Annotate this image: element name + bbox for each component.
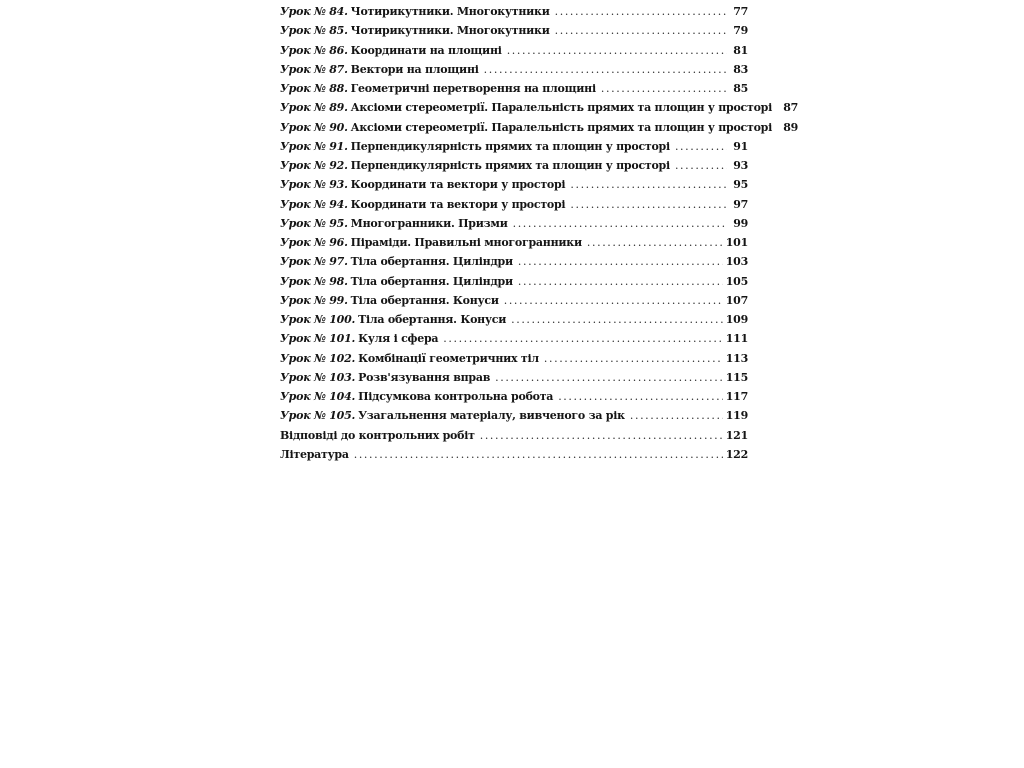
- toc-entry-lesson-96: [280, 233, 748, 252]
- lesson-number: Урок № 90.: [280, 120, 348, 134]
- toc-entry-lesson-100: [280, 310, 748, 329]
- entry-title: Геометричні перетворення на площині: [350, 82, 596, 95]
- lesson-number: Урок № 89.: [280, 101, 348, 115]
- page-number: 117: [725, 390, 748, 403]
- entry-title: Многогранники. Призми: [350, 216, 508, 230]
- lesson-number: Урок № 100.: [280, 313, 356, 326]
- entry-title: Підсумкова контрольна робота: [358, 390, 554, 403]
- dot-leader: [675, 156, 727, 175]
- page-number: 99: [733, 216, 748, 230]
- page-number: 105: [725, 274, 748, 288]
- lesson-number: Урок № 96.: [280, 236, 348, 249]
- dot-leader: [544, 349, 723, 368]
- entry-title: Тіла обертання. Циліндри: [350, 255, 513, 269]
- lesson-number: Урок № 105.: [280, 409, 356, 423]
- entry-title: Відповіді до контрольних робіт: [280, 428, 475, 442]
- page-number: 95: [733, 178, 748, 192]
- dot-leader: [513, 214, 727, 233]
- lesson-number: Урок № 101.: [280, 332, 356, 346]
- lesson-number: Урок № 102.: [280, 351, 356, 365]
- dot-leader: [443, 329, 723, 348]
- dot-leader: [555, 2, 727, 21]
- toc-entry-lesson-104: [280, 387, 748, 406]
- entry-title: Перпендикулярність прямих та площин у просторі: [350, 159, 670, 172]
- entry-title: Перпендикулярність прямих та площин у просторі: [350, 139, 670, 153]
- page-number: 77: [733, 5, 748, 18]
- page-number: 107: [725, 293, 748, 307]
- page-number: 101: [725, 236, 748, 249]
- toc-entry-lesson-90: [280, 118, 799, 137]
- lesson-number: Урок № 91.: [280, 139, 348, 153]
- toc-entry-lesson-89: [280, 98, 799, 117]
- page-number: 97: [733, 197, 748, 211]
- dot-leader: [675, 137, 727, 156]
- toc-entry-lesson-105: [280, 406, 748, 425]
- toc-entry-lesson-98: [280, 272, 748, 291]
- page-number: 103: [725, 255, 748, 269]
- toc-entry-lesson-88: [280, 79, 748, 98]
- entry-title: Розв'язування вправ: [358, 370, 491, 384]
- page-number: 79: [733, 24, 748, 38]
- lesson-number: Урок № 104.: [280, 390, 356, 403]
- lesson-number: Урок № 97.: [280, 255, 348, 269]
- lesson-number: Урок № 99.: [280, 293, 348, 307]
- dot-leader: [495, 368, 723, 387]
- toc-entry-lesson-87: [280, 60, 748, 79]
- dot-leader: [570, 175, 727, 194]
- page-number: 111: [725, 332, 748, 346]
- toc-entry-lesson-94: [280, 195, 748, 214]
- page-number: 113: [725, 351, 748, 365]
- lesson-number: Урок № 85.: [280, 24, 348, 38]
- entry-title: Вектори на площині: [350, 62, 479, 76]
- lesson-number: Урок № 93.: [280, 178, 348, 192]
- page-number: 87: [783, 101, 799, 115]
- dot-leader: [570, 195, 727, 214]
- page-number: 89: [783, 120, 799, 134]
- toc-entry-lesson-84: [280, 2, 748, 21]
- entry-title: Чотирикутники. Многокутники: [350, 24, 550, 38]
- entry-title: Тіла обертання. Конуси: [358, 313, 507, 326]
- lesson-number: Урок № 92.: [280, 159, 348, 172]
- entry-title: Аксіоми стереометрії. Паралельність прямих та площин у просторі: [350, 120, 773, 134]
- page-number: 93: [733, 159, 748, 172]
- toc-entry-lesson-85: [280, 21, 748, 40]
- dot-leader: [480, 426, 723, 445]
- page-number: 122: [725, 447, 748, 461]
- entry-title: Піраміди. Правильні многогранники: [350, 236, 582, 249]
- dot-leader: [511, 310, 723, 329]
- lesson-number: Урок № 98.: [280, 274, 348, 288]
- toc-entry-lesson-92: [280, 156, 748, 175]
- lesson-number: Урок № 94.: [280, 197, 348, 211]
- entry-title: Аксіоми стереометрії. Паралельність прямих та площин у просторі: [350, 101, 773, 115]
- toc-entry-lesson-99: [280, 291, 748, 310]
- entry-title: Узагальнення матеріалу, вивченого за рік: [358, 409, 625, 423]
- toc-entry-lesson-93: [280, 175, 748, 194]
- toc-entry-lesson-95: [280, 214, 748, 233]
- lesson-number: Урок № 86.: [280, 43, 348, 57]
- lesson-number: Урок № 88.: [280, 82, 348, 95]
- page-number: 91: [733, 139, 748, 153]
- page-number: 81: [733, 43, 748, 57]
- toc-entry-lesson-97: [280, 252, 748, 271]
- entry-title: Тіла обертання. Конуси: [350, 293, 499, 307]
- lesson-number: Урок № 95.: [280, 216, 348, 230]
- toc-entry-lesson-101: [280, 329, 748, 348]
- page-number: 109: [725, 313, 748, 326]
- page-number: 119: [725, 409, 748, 423]
- entry-title: Тіла обертання. Циліндри: [350, 274, 513, 288]
- dot-leader: [518, 252, 723, 271]
- entry-title: Література: [280, 447, 349, 461]
- toc-entry-literature: [280, 445, 748, 464]
- page-number: 83: [733, 62, 748, 76]
- toc-entry-lesson-86: [280, 41, 748, 60]
- dot-leader: [558, 387, 723, 406]
- entry-title: Чотирикутники. Многокутники: [350, 5, 550, 18]
- entry-title: Координати на площині: [350, 43, 502, 57]
- toc-entry-lesson-91: [280, 137, 748, 156]
- toc-entry-lesson-102: [280, 349, 748, 368]
- dot-leader: [484, 60, 727, 79]
- dot-leader: [630, 406, 723, 425]
- lesson-number: Урок № 103.: [280, 370, 356, 384]
- dot-leader: [587, 233, 723, 252]
- entry-title: Координати та вектори у просторі: [350, 178, 566, 192]
- dot-leader: [601, 79, 727, 98]
- dot-leader: [504, 291, 723, 310]
- table-of-contents: [280, 2, 799, 464]
- dot-leader: [354, 445, 723, 464]
- dot-leader: [507, 41, 727, 60]
- page-number: 115: [725, 370, 748, 384]
- dot-leader: [518, 272, 723, 291]
- entry-title: Комбінації геометричних тіл: [358, 351, 539, 365]
- entry-title: Куля і сфера: [358, 332, 439, 346]
- dot-leader: [555, 21, 727, 40]
- page-number: 85: [733, 82, 748, 95]
- toc-entry-answers: [280, 426, 748, 445]
- page-number: 121: [725, 428, 748, 442]
- lesson-number: Урок № 87.: [280, 62, 348, 76]
- entry-title: Координати та вектори у просторі: [350, 197, 566, 211]
- lesson-number: Урок № 84.: [280, 5, 348, 18]
- toc-entry-lesson-103: [280, 368, 748, 387]
